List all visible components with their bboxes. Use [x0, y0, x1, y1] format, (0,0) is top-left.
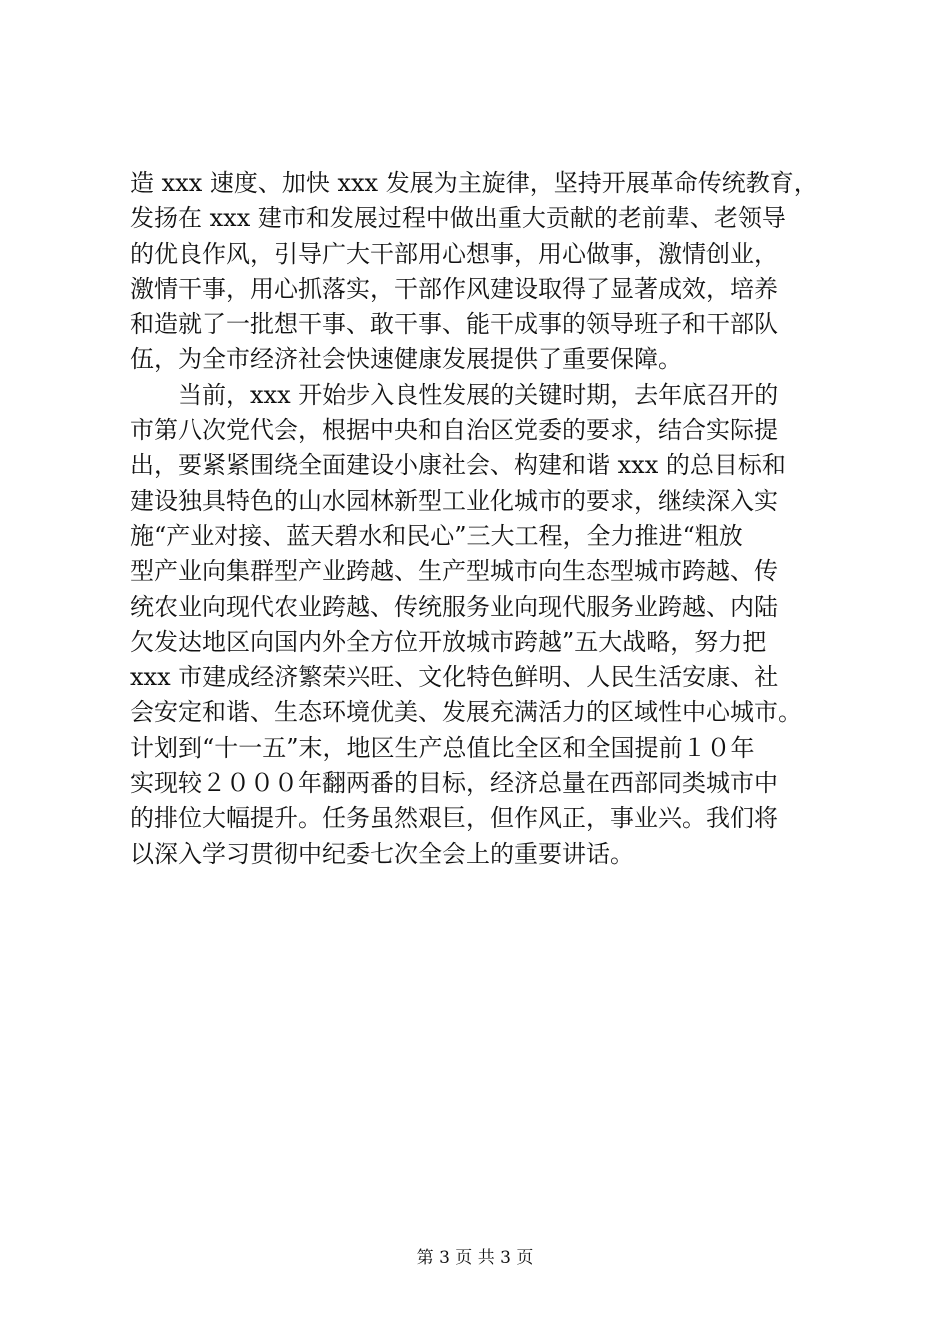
- text-line: 伍，为全市经济社会快速健康发展提供了重要保障。: [130, 345, 682, 374]
- text-line: 会安定和谐、生态环境优美、发展充满活力的区域性中心城市。: [130, 698, 802, 727]
- text-line: 造 xxx 速度、加快 xxx 发展为主旋律，坚持开展革命传统教育，: [130, 169, 818, 197]
- text-line: 和造就了一批想干事、敢干事、能干成事的领导班子和干部队: [130, 310, 778, 339]
- text-line: 实现较２０００年翻两番的目标，经济总量在西部同类城市中: [130, 769, 778, 798]
- text-line: 统农业向现代农业跨越、传统服务业向现代服务业跨越、内陆: [130, 592, 778, 621]
- text-line: 建设独具特色的山水园林新型工业化城市的要求，继续深入实: [130, 486, 778, 515]
- body-text: [130, 166, 830, 872]
- text-line: 计划到“十一五”末，地区生产总值比全区和全国提前１０年: [130, 733, 755, 762]
- text-line: 发扬在 xxx 建市和发展过程中做出重大贡献的老前辈、老领导: [130, 204, 786, 233]
- text-line: 激情干事，用心抓落实，干部作风建设取得了显著成效，培养: [130, 274, 778, 303]
- text-line: 施“产业对接、蓝天碧水和民心”三大工程，全力推进“粗放: [130, 521, 743, 550]
- text-line: 市第八次党代会，根据中央和自治区党委的要求，结合实际提: [130, 416, 778, 445]
- text-line: 欠发达地区向国内外全方位开放城市跨越”五大战略，努力把: [130, 627, 767, 656]
- text-line: xxx 市建成经济繁荣兴旺、文化特色鲜明、人民生活安康、社: [130, 663, 779, 692]
- text-line: 出，要紧紧围绕全面建设小康社会、构建和谐 xxx 的总目标和: [130, 451, 786, 480]
- text-line: 的排位大幅提升。任务虽然艰巨，但作风正，事业兴。我们将: [130, 804, 778, 833]
- text-line: 型产业向集群型产业跨越、生产型城市向生态型城市跨越、传: [130, 557, 778, 586]
- page-number-footer: 第 3 页 共 3 页: [416, 1248, 534, 1268]
- text-line: 以深入学习贯彻中纪委七次全会上的重要讲话。: [130, 839, 634, 868]
- text-line: 的优良作风，引导广大干部用心想事，用心做事，激情创业，: [130, 239, 778, 268]
- text-line: 当前，xxx 开始步入良性发展的关键时期，去年底召开的: [130, 380, 779, 409]
